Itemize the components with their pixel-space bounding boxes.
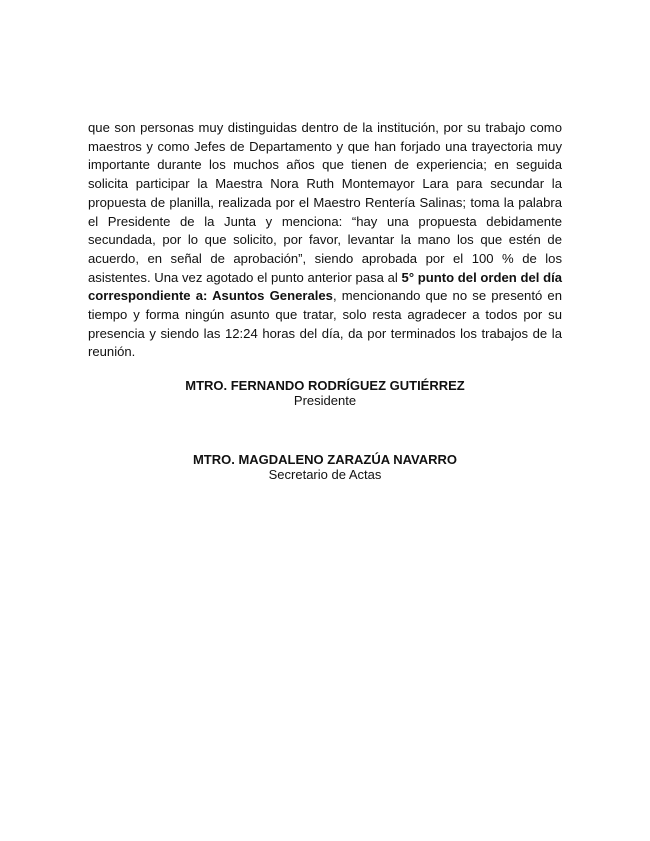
- president-signature-block: [88, 378, 562, 408]
- secretary-name: MTRO. MAGDALENO ZARAZÚA NAVARRO: [192, 452, 458, 467]
- president-name: MTRO. FERNANDO RODRÍGUEZ GUTIÉRREZ: [185, 378, 465, 393]
- secretary-title: Secretario de Actas: [268, 467, 382, 482]
- secretary-signature-block: [88, 452, 562, 482]
- paragraph-text-start: que son personas muy distinguidas dentro de la institución, por su trabajo como maestros y como Jefes de Departamento y que han forjado una trayectoria muy importante durante los muchos años que tienen de experiencia; en seguida solicita participar la Maestra Nora Ruth Montemayor Lara para secundar la propuesta de planilla, realizada por el Maestro Rentería Salinas; toma la palabra el Presidente de la Junta y menciona: “hay una propuesta debidamente secundada, por lo que solicito, por favor, levantar la mano los que estén de acuerdo, en señal de aprobación”, siendo aprobada por el 100 % de los asistentes. Una vez agotado el punto anterior pasa al: [88, 120, 562, 285]
- minutes-paragraph: [88, 119, 562, 362]
- president-title: Presidente: [293, 393, 357, 408]
- agenda-point-bold: 5° punto del orden del día correspondiente a: Asuntos Generales: [88, 269, 563, 304]
- paragraph-text-end: , mencionando que no se presentó en tiempo y forma ningún asunto que tratar, solo resta agradecer a todos por su presencia y siendo las 12:24 horas del día, da por terminados los trabajos de la reunión.: [88, 288, 562, 360]
